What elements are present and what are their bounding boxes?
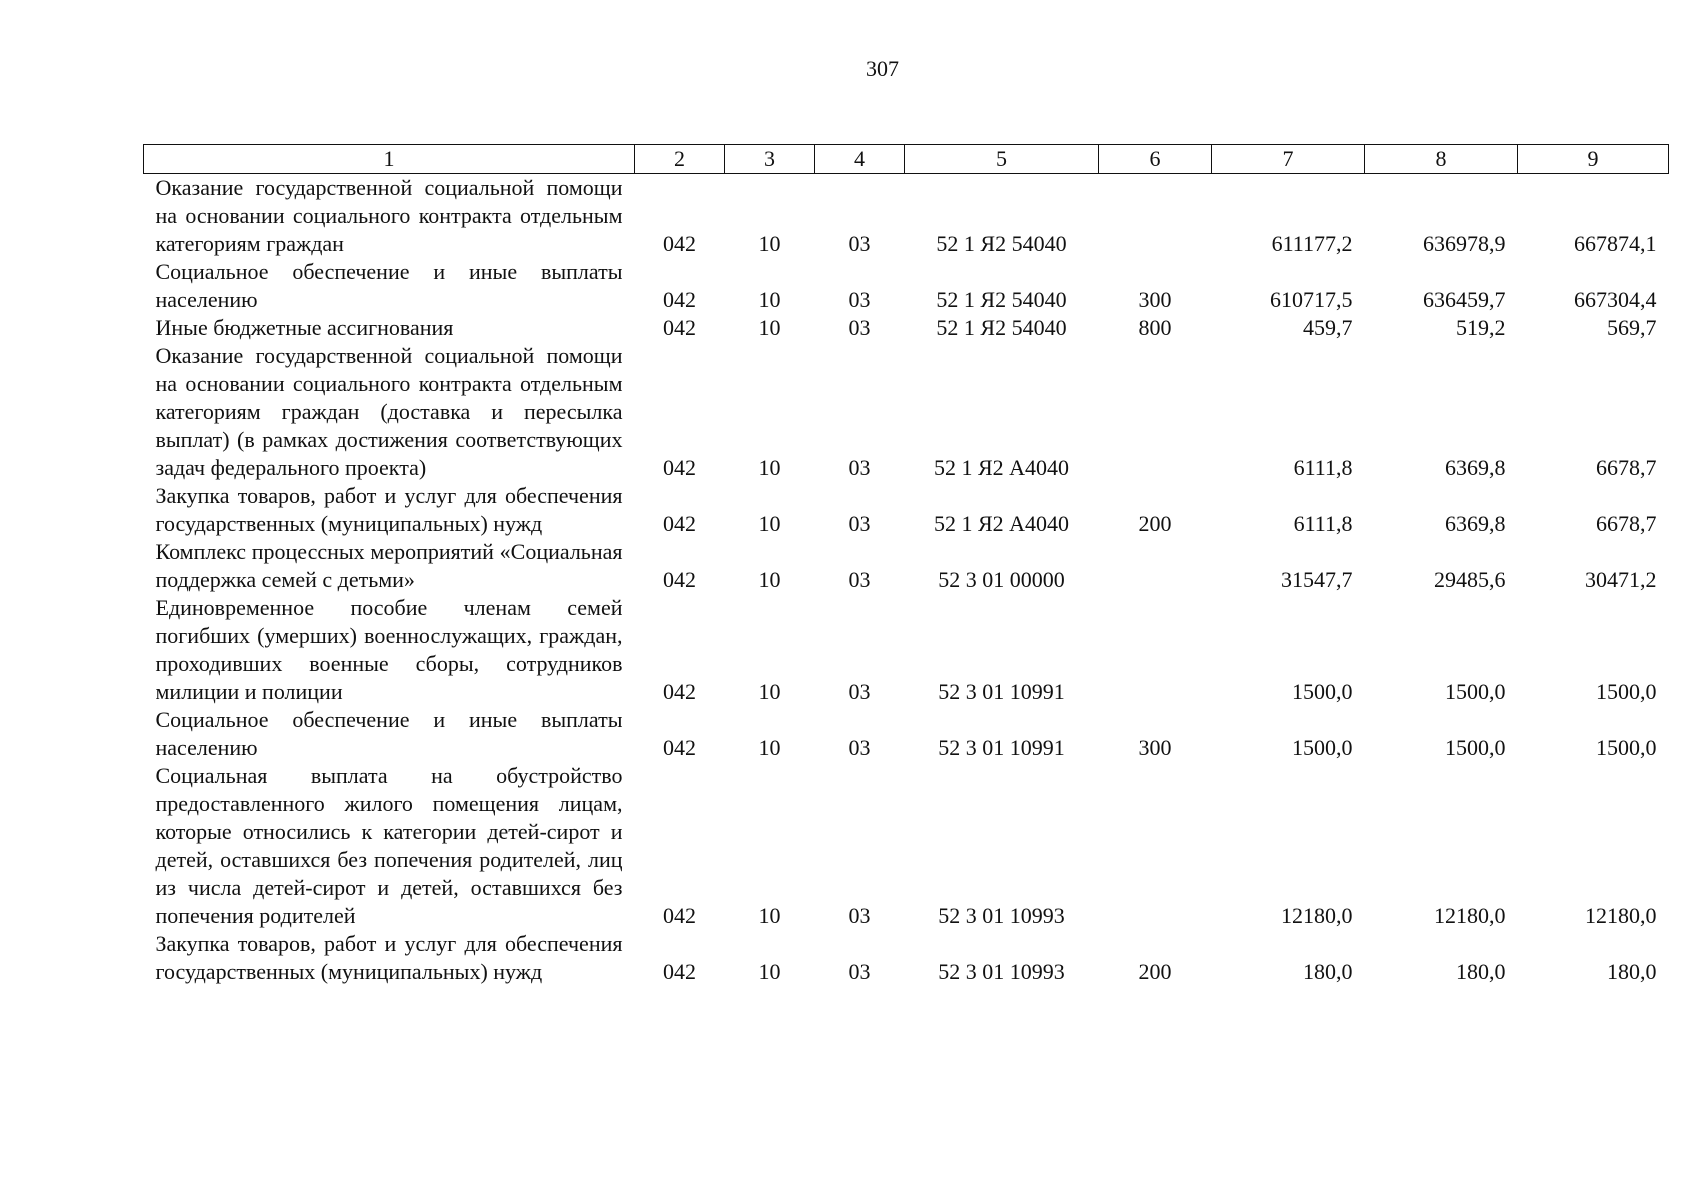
cell-amount-7: 12180,0 bbox=[1281, 903, 1353, 928]
cell-ministry-code: 042 bbox=[663, 959, 696, 984]
cell-section: 10 bbox=[758, 903, 781, 928]
cell-target-article: 52 1 Я2 54040 bbox=[936, 287, 1067, 312]
cell-section: 10 bbox=[758, 231, 781, 256]
column-header: 1 bbox=[144, 145, 635, 174]
cell-section: 10 bbox=[758, 959, 781, 984]
table-body bbox=[144, 174, 1669, 987]
cell-amount-7: 6111,8 bbox=[1293, 455, 1353, 480]
cell-amount-7: 459,7 bbox=[1303, 315, 1353, 340]
table-row bbox=[144, 174, 1669, 259]
cell-ministry-code: 042 bbox=[663, 679, 696, 704]
table-row bbox=[144, 538, 1669, 594]
cell-amount-8: 29485,6 bbox=[1434, 567, 1506, 592]
table-row bbox=[144, 762, 1669, 930]
cell-ministry-code: 042 bbox=[663, 903, 696, 928]
row-name: Иные бюджетные ассигнования bbox=[155, 315, 454, 340]
cell-amount-7: 611177,2 bbox=[1271, 231, 1353, 256]
cell-expense-type: 300 bbox=[1138, 735, 1172, 760]
row-name: Комплекс процессных мероприятий «Социальная поддержка семей с детьми» bbox=[155, 539, 623, 592]
column-header: 3 bbox=[725, 145, 815, 174]
cell-amount-8: 636459,7 bbox=[1423, 287, 1506, 312]
cell-subsection: 03 bbox=[848, 959, 871, 984]
row-name: Единовременное пособие членам семей погибших (умерших) военнослужащих, граждан, проходивших военные сборы, сотрудников милиции и полиции bbox=[155, 595, 623, 704]
cell-amount-8: 12180,0 bbox=[1434, 903, 1506, 928]
row-name: Социальное обеспечение и иные выплаты населению bbox=[155, 707, 623, 760]
table-row bbox=[144, 706, 1669, 762]
cell-amount-8: 1500,0 bbox=[1445, 735, 1506, 760]
row-name: Оказание государственной социальной помощи на основании социального контракта отдельным категориям граждан bbox=[155, 175, 623, 256]
cell-target-article: 52 1 Я2 A4040 bbox=[933, 511, 1070, 536]
table-row bbox=[144, 258, 1669, 314]
cell-amount-9: 569,7 bbox=[1607, 315, 1657, 340]
cell-target-article: 52 3 01 00000 bbox=[938, 567, 1065, 592]
cell-expense-type: 300 bbox=[1138, 287, 1172, 312]
cell-ministry-code: 042 bbox=[663, 567, 696, 592]
cell-amount-9: 180,0 bbox=[1607, 959, 1657, 984]
cell-expense-type bbox=[1099, 538, 1212, 594]
header-row bbox=[144, 145, 1669, 174]
cell-section: 10 bbox=[758, 315, 781, 340]
cell-amount-9: 667304,4 bbox=[1574, 287, 1657, 312]
cell-subsection: 03 bbox=[848, 903, 871, 928]
row-name: Закупка товаров, работ и услуг для обеспечения государственных (муниципальных) нужд bbox=[155, 483, 623, 536]
cell-ministry-code: 042 bbox=[663, 511, 696, 536]
row-name: Социальное обеспечение и иные выплаты населению bbox=[155, 259, 623, 312]
cell-expense-type bbox=[1099, 174, 1212, 259]
cell-amount-8: 6369,8 bbox=[1445, 455, 1506, 480]
cell-section: 10 bbox=[758, 567, 781, 592]
cell-amount-7: 6111,8 bbox=[1293, 511, 1353, 536]
cell-target-article: 52 1 Я2 54040 bbox=[936, 315, 1067, 340]
cell-ministry-code: 042 bbox=[663, 735, 696, 760]
cell-amount-7: 180,0 bbox=[1303, 959, 1353, 984]
cell-subsection: 03 bbox=[848, 511, 871, 536]
cell-ministry-code: 042 bbox=[663, 455, 696, 480]
budget-table bbox=[143, 144, 1669, 986]
cell-target-article: 52 3 01 10991 bbox=[938, 679, 1065, 704]
cell-ministry-code: 042 bbox=[663, 287, 696, 312]
column-header: 7 bbox=[1212, 145, 1365, 174]
cell-amount-9: 30471,2 bbox=[1585, 567, 1657, 592]
cell-amount-7: 1500,0 bbox=[1292, 679, 1353, 704]
column-header: 5 bbox=[905, 145, 1099, 174]
table-row bbox=[144, 594, 1669, 706]
cell-section: 10 bbox=[758, 511, 781, 536]
cell-subsection: 03 bbox=[848, 315, 871, 340]
cell-amount-9: 12180,0 bbox=[1585, 903, 1657, 928]
cell-section: 10 bbox=[758, 287, 781, 312]
cell-amount-9: 1500,0 bbox=[1596, 679, 1657, 704]
cell-subsection: 03 bbox=[848, 679, 871, 704]
cell-amount-9: 6678,7 bbox=[1596, 511, 1657, 536]
column-header: 4 bbox=[815, 145, 905, 174]
cell-expense-type: 800 bbox=[1138, 315, 1172, 340]
cell-amount-9: 1500,0 bbox=[1596, 735, 1657, 760]
cell-expense-type bbox=[1099, 762, 1212, 930]
cell-section: 10 bbox=[758, 679, 781, 704]
column-header: 6 bbox=[1099, 145, 1212, 174]
cell-target-article: 52 3 01 10993 bbox=[938, 959, 1065, 984]
cell-target-article: 52 1 Я2 54040 bbox=[936, 231, 1067, 256]
cell-amount-8: 180,0 bbox=[1456, 959, 1506, 984]
cell-expense-type: 200 bbox=[1138, 511, 1172, 536]
cell-section: 10 bbox=[758, 455, 781, 480]
cell-amount-8: 1500,0 bbox=[1445, 679, 1506, 704]
cell-amount-9: 667874,1 bbox=[1574, 231, 1657, 256]
cell-expense-type bbox=[1099, 342, 1212, 482]
cell-amount-7: 610717,5 bbox=[1270, 287, 1353, 312]
cell-target-article: 52 3 01 10991 bbox=[938, 735, 1065, 760]
cell-subsection: 03 bbox=[848, 231, 871, 256]
cell-amount-7: 1500,0 bbox=[1292, 735, 1353, 760]
cell-target-article: 52 3 01 10993 bbox=[938, 903, 1065, 928]
cell-subsection: 03 bbox=[848, 735, 871, 760]
table-row bbox=[144, 930, 1669, 986]
cell-subsection: 03 bbox=[848, 567, 871, 592]
cell-ministry-code: 042 bbox=[663, 231, 696, 256]
table-header bbox=[144, 145, 1669, 174]
row-name: Закупка товаров, работ и услуг для обеспечения государственных (муниципальных) нужд bbox=[155, 931, 623, 984]
table-row bbox=[144, 342, 1669, 482]
cell-target-article: 52 1 Я2 A4040 bbox=[933, 455, 1070, 480]
cell-amount-9: 6678,7 bbox=[1596, 455, 1657, 480]
table-row bbox=[144, 482, 1669, 538]
cell-expense-type bbox=[1099, 594, 1212, 706]
page-number: 307 bbox=[866, 56, 899, 81]
cell-expense-type: 200 bbox=[1138, 959, 1172, 984]
cell-amount-8: 6369,8 bbox=[1445, 511, 1506, 536]
cell-amount-8: 636978,9 bbox=[1423, 231, 1506, 256]
column-header: 8 bbox=[1365, 145, 1518, 174]
column-header: 9 bbox=[1518, 145, 1669, 174]
cell-amount-8: 519,2 bbox=[1456, 315, 1506, 340]
row-name: Социальная выплата на обустройство предоставленного жилого помещения лицам, которые относились к категории детей-сирот и детей, оставшихся без попечения родителей, лиц из числа детей-сирот и детей, оставшихся без попечения родителей bbox=[155, 763, 623, 928]
cell-ministry-code: 042 bbox=[663, 315, 696, 340]
row-name: Оказание государственной социальной помощи на основании социального контракта отдельным категориям граждан (доставка и пересылка выплат) (в рамках достижения соответствующих задач федерального проекта) bbox=[155, 343, 623, 480]
cell-subsection: 03 bbox=[848, 455, 871, 480]
column-header: 2 bbox=[635, 145, 725, 174]
cell-subsection: 03 bbox=[848, 287, 871, 312]
cell-amount-7: 31547,7 bbox=[1281, 567, 1353, 592]
cell-section: 10 bbox=[758, 735, 781, 760]
table-row bbox=[144, 314, 1669, 342]
